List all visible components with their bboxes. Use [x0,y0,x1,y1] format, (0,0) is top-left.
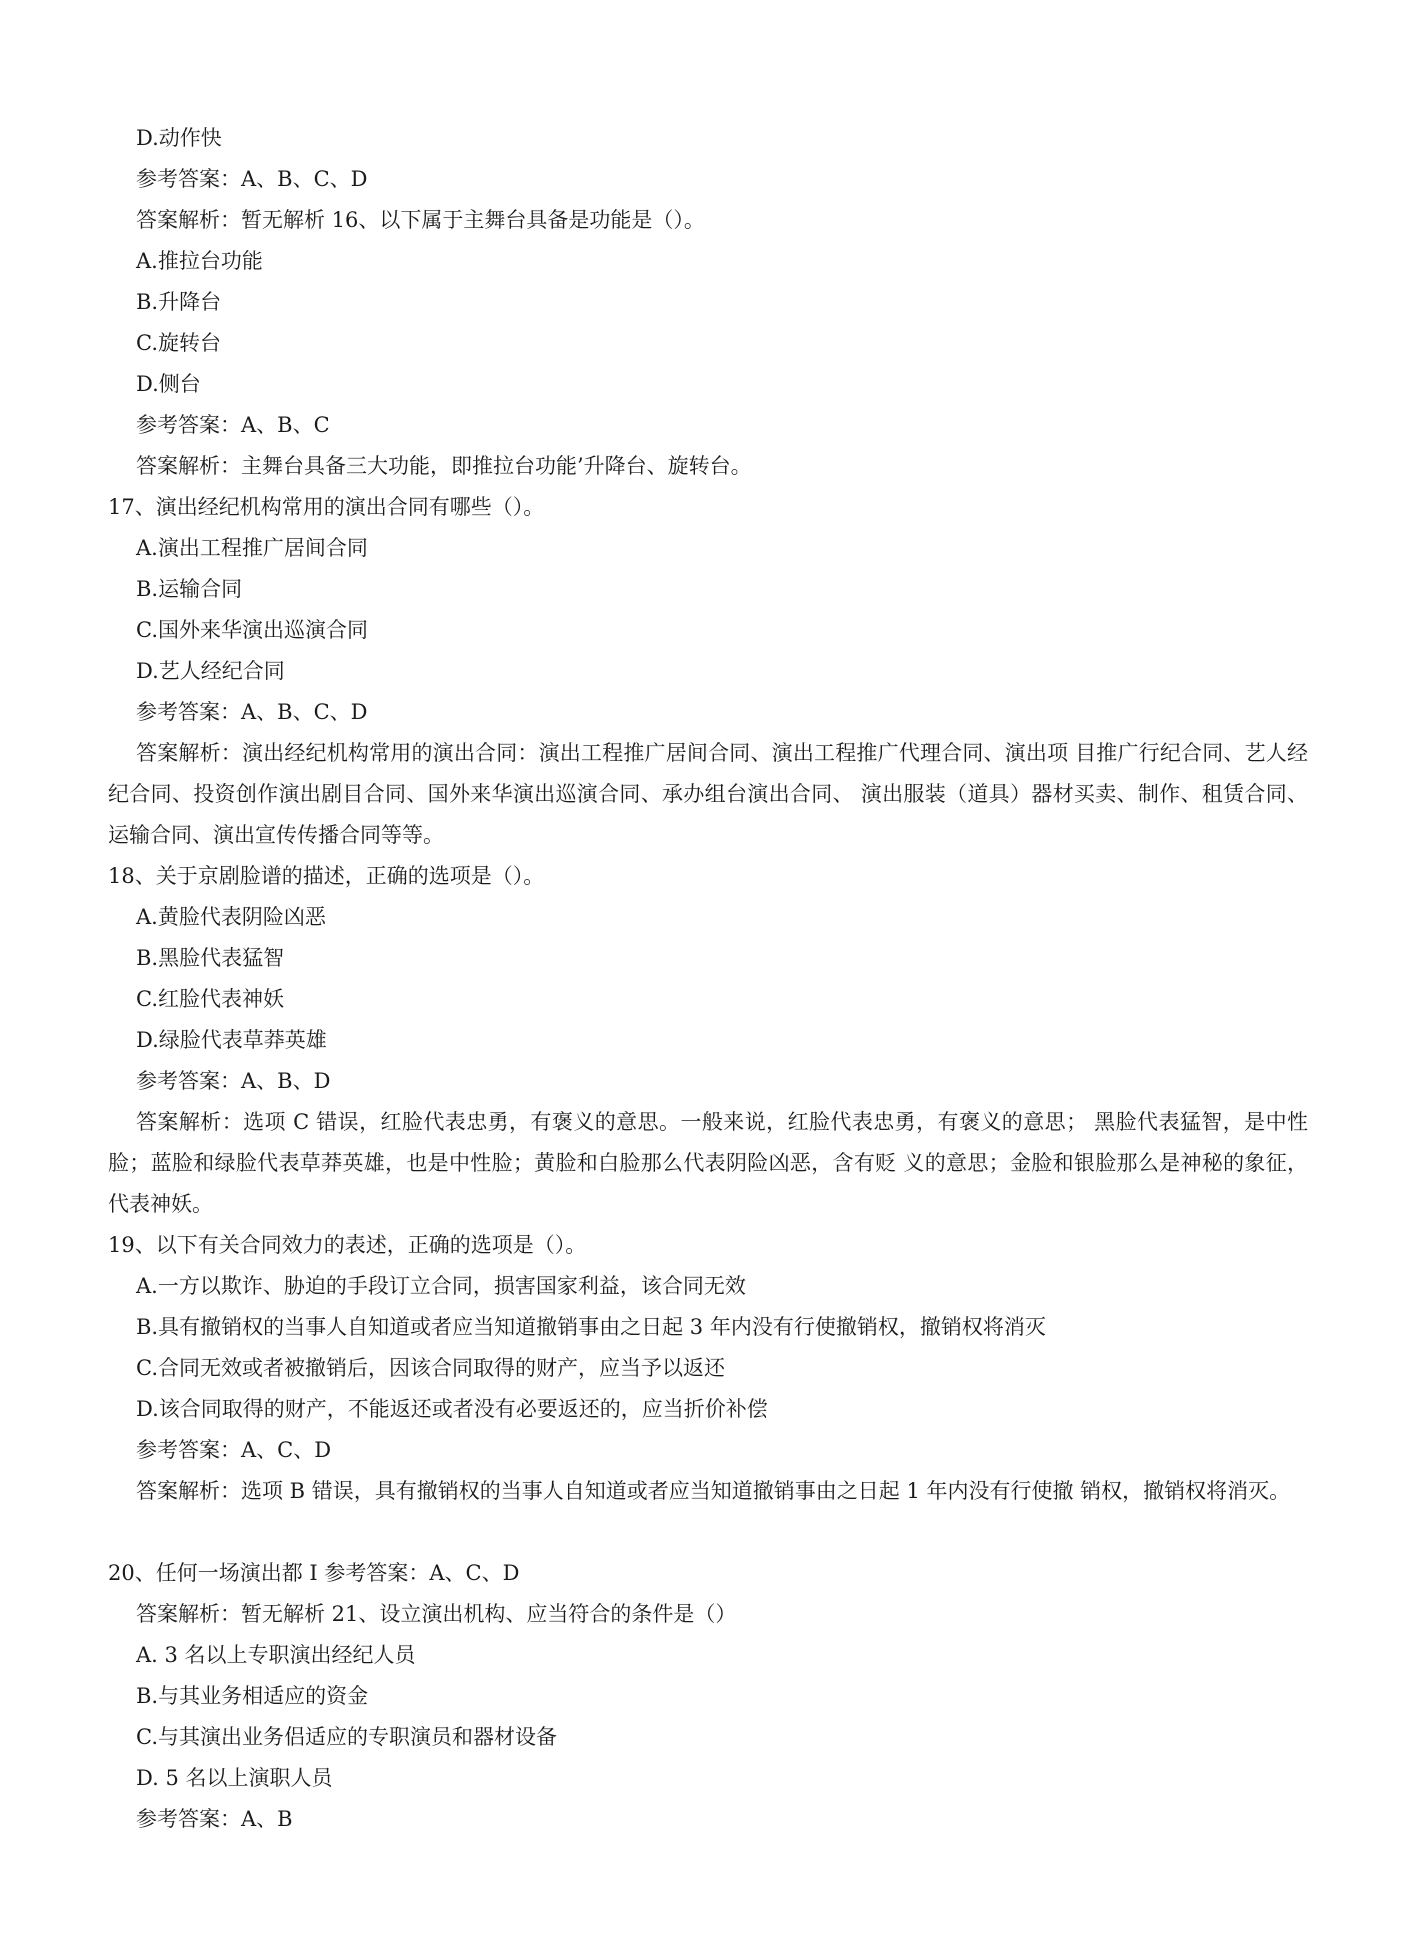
answer-line: 参考答案：A、B、D [136,1069,331,1093]
option-line: B.具有撤销权的当事人自知道或者应当知道撤销事由之日起 3 年内没有行使撤销权，撤销权将消灭 [136,1315,1046,1339]
option-line: D.动作快 [136,126,222,150]
explanation-line: 答案解析：暂无解析 21、设立演出机构、应当符合的条件是（） [136,1602,737,1626]
option-line: D.绿脸代表草莽英雄 [136,1028,327,1052]
option-line: C.合同无效或者被撤销后，因该合同取得的财产，应当予以返还 [136,1356,725,1380]
option-line: A. 3 名以上专职演出经纪人员 [136,1643,416,1667]
option-line: B.运输合同 [136,577,243,601]
question-line: 20、任何一场演出都 I 参考答案：A、C、D [108,1561,520,1585]
option-line: D. 5 名以上演职人员 [136,1766,333,1790]
explanation-paragraph: 答案解析：演出经纪机构常用的演出合同：演出工程推广居间合同、演出工程推广代理合同、演出项 目推广行纪合同、艺人经纪合同、投资创作演出剧目合同、国外来华演出巡演合同、承办组台演出合同、 演出服装（道具）器材买卖、制作、租赁合同、运输合同、演出宣传传播合同等等。 [108,741,1308,847]
option-line: C.红脸代表神妖 [136,987,284,1011]
option-line: A.黄脸代表阴险凶恶 [136,905,326,929]
answer-line: 参考答案：A、B、C、D [136,167,368,191]
answer-line: 参考答案：A、B、C、D [136,700,368,724]
option-line: A.一方以欺诈、胁迫的手段订立合同，损害国家利益，该合同无效 [136,1274,746,1298]
explanation-line: 答案解析：暂无解析 16、以下属于主舞台具备是功能是（）。 [136,208,705,232]
answer-line: 参考答案：A、B、C [136,413,330,437]
question-line: 19、以下有关合同效力的表述，正确的选项是（）。 [108,1233,587,1257]
option-line: D.侧台 [136,372,201,396]
option-line: A.推拉台功能 [136,249,263,273]
option-line: B.升降台 [136,290,222,314]
option-line: D.该合同取得的财产，不能返还或者没有必要返还的，应当折价补偿 [136,1397,768,1421]
explanation-line: 答案解析：主舞台具备三大功能，即推拉台功能’升降台、旋转台。 [136,454,752,478]
option-line: C.旋转台 [136,331,221,355]
option-line: D.艺人经纪合同 [136,659,285,683]
option-line: B.与其业务相适应的资金 [136,1684,369,1708]
option-line: A.演出工程推广居间合同 [136,536,368,560]
explanation-paragraph: 答案解析：选项 C 错误，红脸代表忠勇，有褒义的意思。一般来说，红脸代表忠勇，有褒义的意思； 黑脸代表猛智，是中性脸；蓝脸和绿脸代表草莽英雄，也是中性脸；黄脸和白脸那么代表阴险凶恶，含有贬 义的意思；金脸和银脸那么是神秘的象征，代表神妖。 [108,1110,1308,1216]
option-line: C.国外来华演出巡演合同 [136,618,368,642]
option-line: B.黑脸代表猛智 [136,946,285,970]
answer-line: 参考答案：A、C、D [136,1438,332,1462]
answer-line: 参考答案：A、B [136,1807,293,1831]
question-line: 18、关于京剧脸谱的描述，正确的选项是（）。 [108,864,545,888]
option-line: C.与其演出业务侣适应的专职演员和器材设备 [136,1725,557,1749]
explanation-paragraph: 答案解析：选项 B 错误，具有撤销权的当事人自知道或者应当知道撤销事由之日起 1 年内没有行使撤 销权，撤销权将消灭。 [136,1479,1291,1503]
question-line: 17、演出经纪机构常用的演出合同有哪些（）。 [108,495,545,519]
